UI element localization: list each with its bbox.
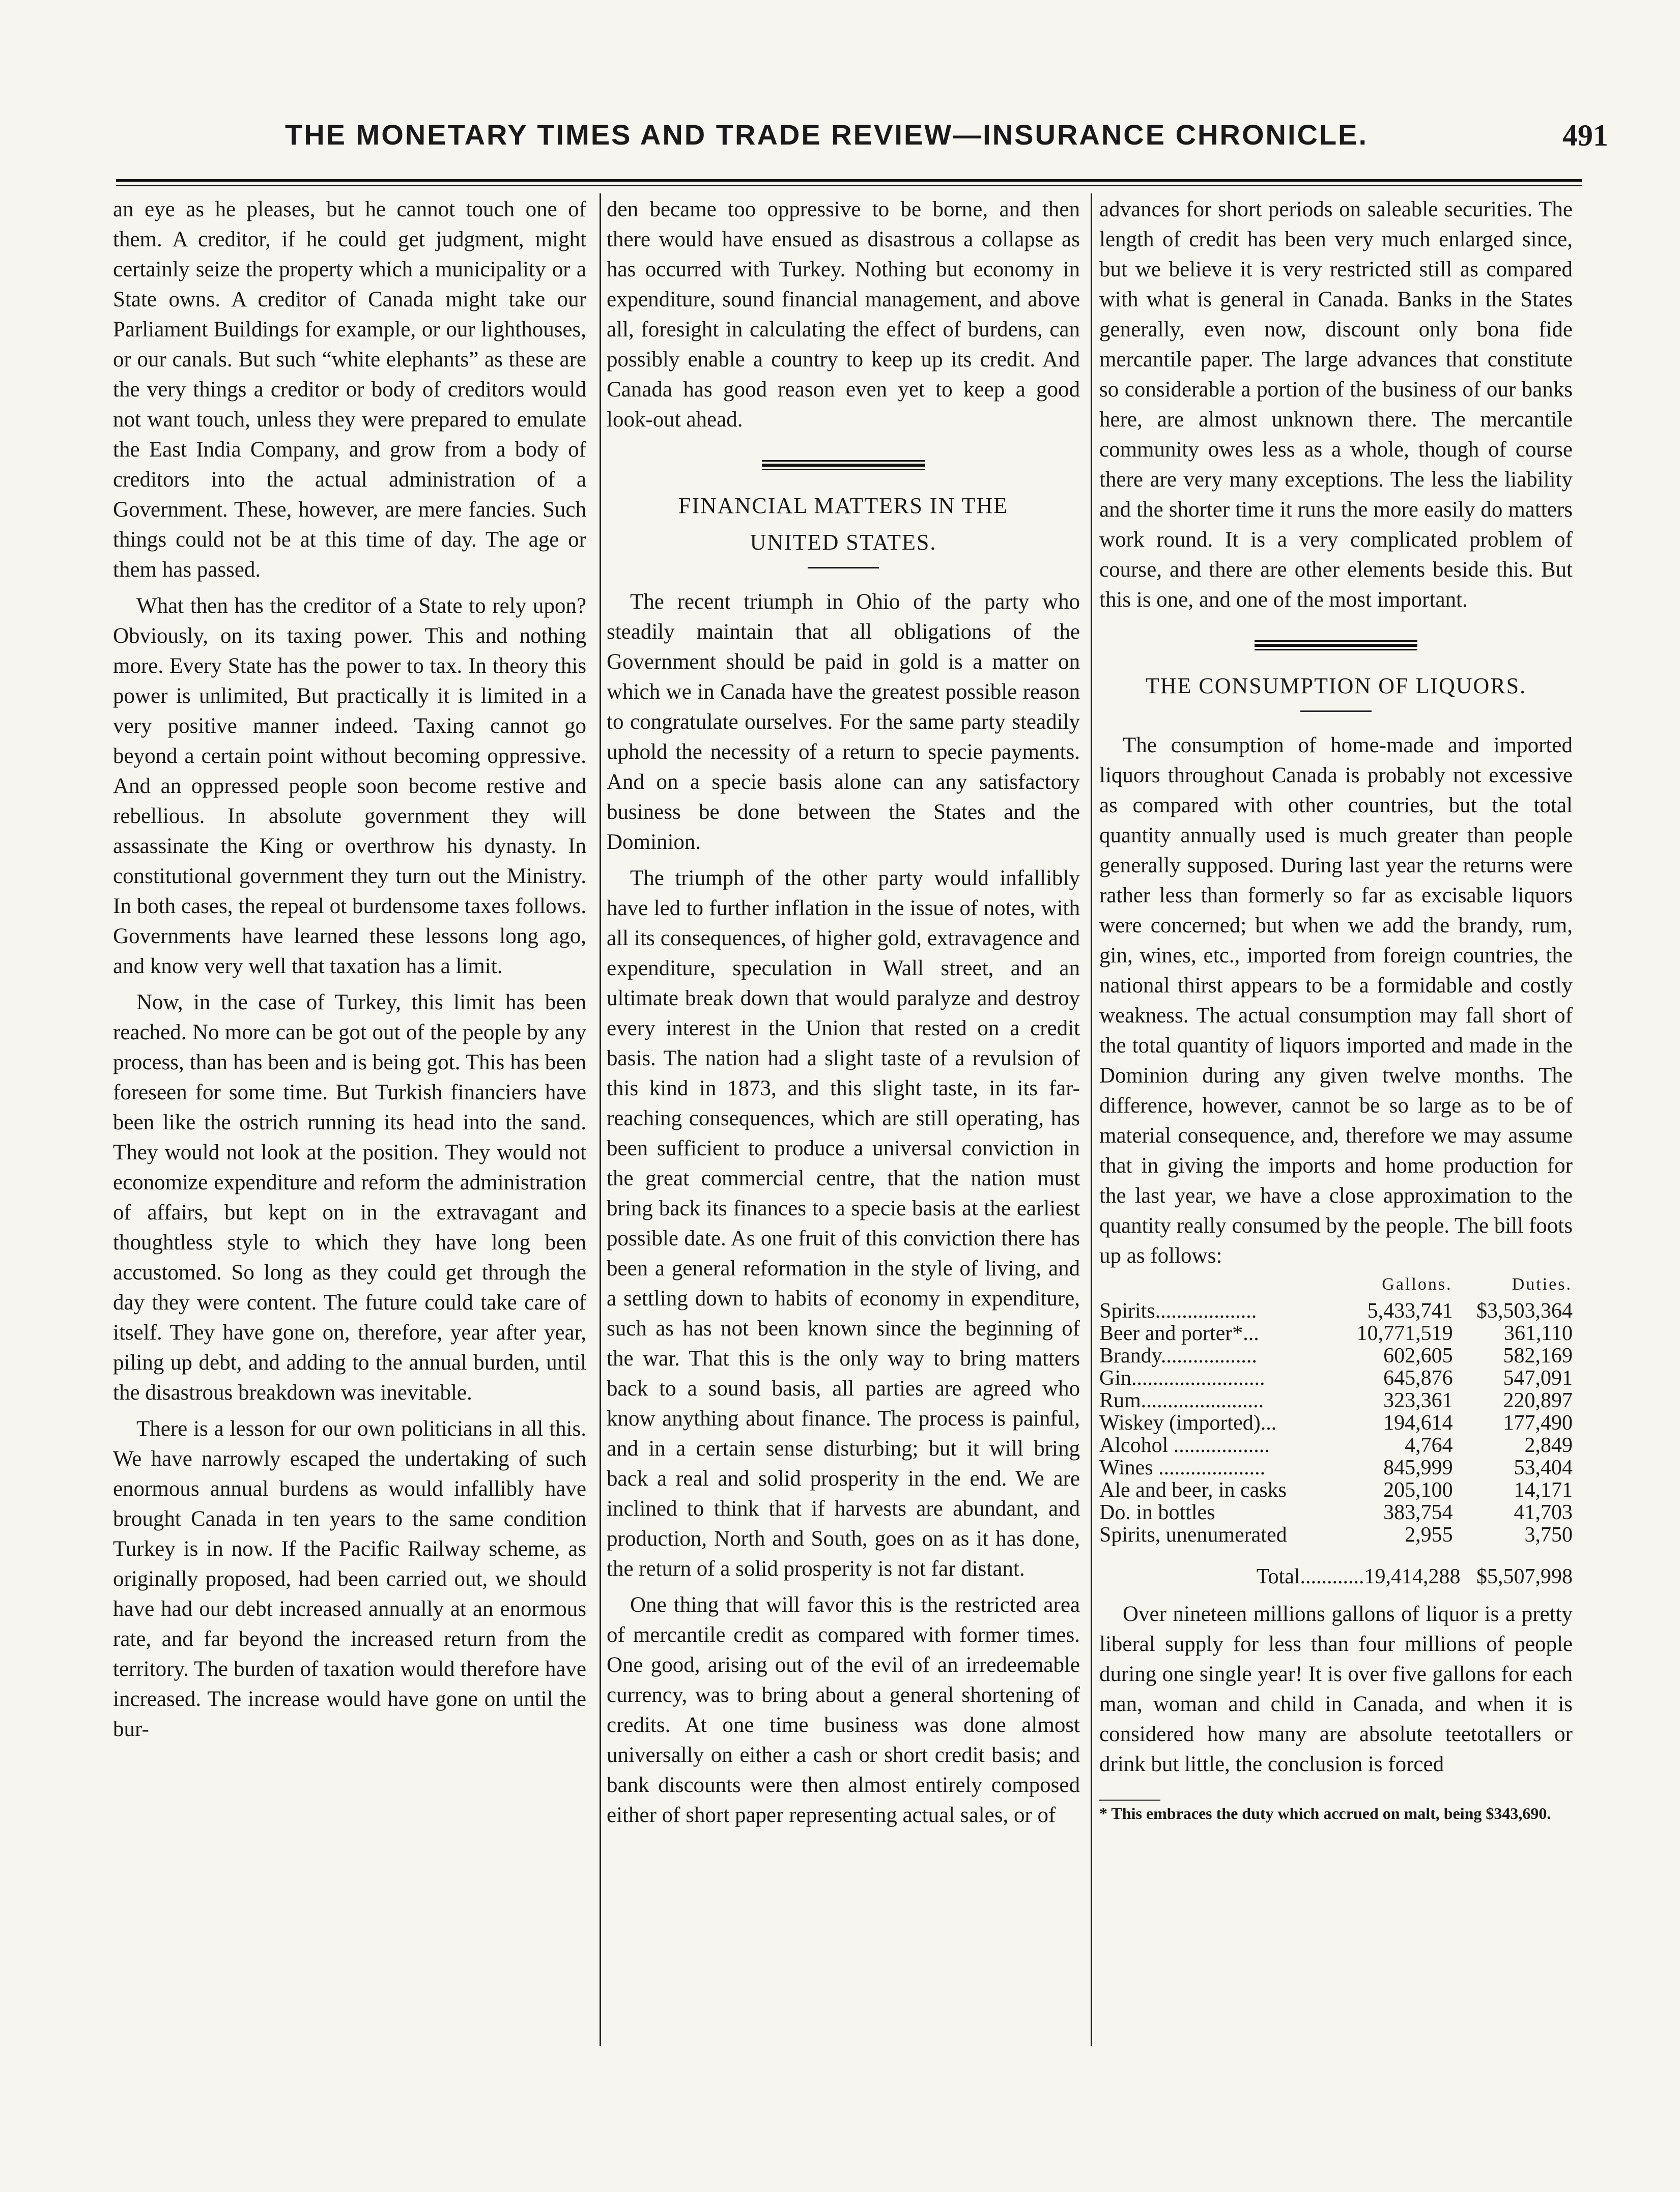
table-row (1099, 1479, 1573, 1501)
column-3 (1099, 194, 1573, 2047)
section-divider (762, 460, 925, 470)
footnote-rule (1099, 1800, 1160, 1801)
row-gallons: 5,433,741 (1367, 1299, 1453, 1323)
table-row (1099, 1367, 1573, 1389)
column-divider-2 (1091, 193, 1092, 2046)
col2-intro: den became too oppressive to be borne, and then there would have ensued as disastrous a collapse as has occurred with Turkey. Nothing but economy in expenditure, sound financial management, and above all, foresight in calculating the effect of burdens, can possibly enable a country to keep up its credit. And Canada has good reason even yet to keep a good look-out ahead. (607, 197, 1080, 432)
row-duties: 582,169 (1503, 1344, 1573, 1368)
footnote: * This embraces the duty which accrued on malt, being $343,690. (1099, 1804, 1551, 1823)
row-gallons: 10,771,519 (1356, 1322, 1453, 1345)
table-row (1099, 1524, 1573, 1546)
row-gallons: 645,876 (1383, 1367, 1453, 1390)
col1-paragraph: There is a lesson for our own politicians in all this. We have narrowly escaped the undertaking of such enormous annual burdens as would infallibly have brought Canada in ten years to the same condition Turkey is in now. If the Pacific Railway scheme, as originally proposed, had been carried out, we should have had our debt increased annually at an enormous rate, and far beyond the increased return from the territory. The burden of taxation would therefore have increased. The increase would have gone on until the bur- (113, 1417, 586, 1741)
article-heading: THE CONSUMPTION OF LIQUORS. (1145, 673, 1527, 698)
article-heading-line2: UNITED STATES. (750, 530, 937, 555)
row-gallons: 4,764 (1405, 1434, 1453, 1457)
total-gallons: 19,414,288 (1364, 1565, 1461, 1588)
row-duties: 2,849 (1524, 1434, 1573, 1457)
heading-rule (808, 567, 879, 568)
row-item: Spirits, unenumerated (1099, 1523, 1287, 1547)
row-gallons: 323,361 (1383, 1389, 1453, 1412)
liquor-table (1099, 1273, 1573, 1546)
masthead-title: THE MONETARY TIMES AND TRADE REVIEW—INSURANCE CHRONICLE. (285, 119, 1369, 151)
table-row (1099, 1434, 1573, 1457)
page-header (117, 118, 1608, 159)
article-heading-line1: FINANCIAL MATTERS IN THE (678, 493, 1009, 518)
col1-paragraph: an eye as he pleases, but he cannot touch one of them. A creditor, if he could get judgment, might certainly seize the property which a municipality or a State owns. A creditor of Canada might take our Parliament Buildings for example, or our lighthouses, or our canals. But such “white elephants” as these are the very things a creditor or body of creditors would not want touch, unless they were prepared to emulate the East India Company, and grow from a body of creditors into the actual administration of a Government. These, however, are mere fancies. Such things could not be at this time of day. The age or them has passed. (113, 197, 586, 582)
table-header-gallons: Gallons. (1382, 1275, 1453, 1294)
row-item: Brandy.................. (1099, 1344, 1257, 1368)
col2-paragraph: The triumph of the other party would infallibly have led to further inflation in the issue of notes, with all its consequences, of higher gold, extravagence and expenditure, speculation in Wall street, and an ultimate break down that would paralyze and destroy every interest in the Union that rested on a credit basis. The nation had a slight taste of a revulsion of this kind in 1873, and this slight taste, in its far-reaching consequences, which are still operating, has been sufficient to produce a universal conviction in the great commercial centre, that the nation must bring back its finances to a specie basis at the earliest possible date. As one fruit of this conviction there has been a general reformation in the style of living, and a settling down to habits of economy in expenditure, such as has not been known since the beginning of the war. That this is the only way to bring matters back to a sound basis, all parties are agreed who know anything about finance. The process is painful, and in a certain sense disturbing; but it will bring back a real and solid prosperity in the end. We are inclined to think that if harvests are abundant, and production, North and South, goes on as it has done, the return of a solid prosperity is not far distant. (607, 866, 1080, 1581)
row-duties: 220,897 (1503, 1389, 1573, 1412)
heading-rule (1300, 710, 1372, 712)
col2-paragraph: The recent triumph in Ohio of the party who steadily maintain that all obligations of the Government should be paid in gold is a matter on which we in Canada have the greatest possible reason to congratulate ourselves. For the same party steadily uphold the necessity of a return to specie payments. And on a specie basis alone can any satisfactory business be done between the States and the Dominion. (607, 590, 1080, 854)
row-duties: 14,171 (1514, 1478, 1573, 1502)
col3-paragraph: The consumption of home-made and imported liquors throughout Canada is probably not excessive as compared with other countries, but the total quantity annually used is much greater than people generally supposed. During last year the returns were rather less than formerly so far as excisable liquors were concerned; but when we add the brandy, rum, gin, wines, etc., imported from foreign countries, the national thirst appears to be a formidable and costly weakness. The actual consumption may fall short of the total quantity of liquors imported and made in the Dominion during any given twelve months. The difference, however, cannot be so large as to be of material consequence, and, therefore we may assume that in giving the imports and home production for the last year, we have a close approximation to the quantity really consumed by the people. The bill foots up as follows: (1099, 733, 1573, 1268)
row-gallons: 383,754 (1383, 1501, 1453, 1524)
col2-paragraph: One thing that will favor this is the restricted area of mercantile credit as compared with former times. One good, arising out of the evil of an irredeemable currency, was to bring about a general shortening of credits. At one time business was done almost universally on either a cash or short credit basis; and bank discounts were then almost entirely composed either of short paper representing actual sales, or of (607, 1593, 1080, 1827)
table-row (1099, 1457, 1573, 1479)
col3-closing: Over nineteen millions gallons of liquor is a pretty liberal supply for less than four millions of people during one single year! It is over five gallons for each man, woman and child in Canada, and when it is considered how many are absolute teetotallers or drink but little, the conclusion is forced (1099, 1602, 1573, 1776)
row-item: Wines .................... (1099, 1456, 1266, 1479)
row-gallons: 602,605 (1383, 1344, 1453, 1368)
row-duties: 3,750 (1524, 1523, 1573, 1547)
row-gallons: 845,999 (1383, 1456, 1453, 1479)
column-divider-1 (600, 193, 601, 2046)
row-duties: 177,490 (1503, 1411, 1573, 1435)
row-gallons: 205,100 (1383, 1478, 1453, 1502)
row-gallons: 194,614 (1383, 1411, 1453, 1435)
table-row (1099, 1389, 1573, 1412)
row-item: Spirits................... (1099, 1299, 1257, 1323)
table-row (1099, 1412, 1573, 1434)
table-row (1099, 1501, 1573, 1524)
total-label: Total............ (1256, 1565, 1364, 1588)
col3-intro: advances for short periods on saleable securities. The length of credit has been very much enlarged since, but we believe it is very restricted still as compared with what is general in Canada. Banks in the States generally, even now, discount only bona fide mercantile paper. The large advances that constitute so considerable a portion of the business of our banks here, are almost unknown there. The mercantile community owes less as a whole, though of course there are very many exceptions. The less the liability and the shorter time it runs the more easily do matters work round. It is a very complicated problem of course, and there are other elements beside this. But this is one, and one of the most important. (1099, 197, 1573, 612)
row-item: Rum....................... (1099, 1389, 1264, 1412)
row-item: Wiskey (imported)... (1099, 1411, 1277, 1435)
row-item: Beer and porter*... (1099, 1322, 1259, 1345)
col1-paragraph: Now, in the case of Turkey, this limit has been reached. No more can be got out of the people by any process, than has been and is being got. This has been foreseen for some time. But Turkish financiers have been like the ostrich running its head into the sand. They would not look at the position. They would not economize expenditure and reform the administration of affairs, but kept on in the extravagant and thoughtless style to which they have long been accustomed. So long as they could get through the day they were content. The future could take care of itself. They have gone on, therefore, year after year, piling up debt, and adding to the annual burden, until the disastrous breakdown was inevitable. (113, 990, 586, 1405)
column-1 (113, 194, 586, 2047)
row-duties: 41,703 (1514, 1501, 1573, 1524)
row-duties: 547,091 (1503, 1367, 1573, 1390)
row-item: Ale and beer, in casks (1099, 1478, 1287, 1502)
table-header-duties: Duties. (1512, 1275, 1572, 1294)
column-2 (607, 194, 1080, 2047)
table-row (1099, 1322, 1573, 1345)
section-divider (1255, 640, 1417, 650)
row-gallons: 2,955 (1405, 1523, 1453, 1547)
row-item: Alcohol .................. (1099, 1434, 1270, 1457)
col1-paragraph: What then has the creditor of a State to rely upon? Obviously, on its taxing power. This and nothing more. Every State has the power to tax. In theory this power is unlimited, But practically it is limited in a very positive manner indeed. Taxing cannot go beyond a certain point without becoming oppressive. And an oppressed people soon become restive and rebellious. In absolute government they will assassinate the King or overthrow his dynasty. In constitutional government they turn out the Ministry. In both cases, the repeal ot burdensome taxes follows. Governments have learned these lessons long ago, and know very well that taxation has a limit. (113, 594, 586, 978)
table-total-row (1099, 1561, 1573, 1592)
row-item: Gin......................... (1099, 1367, 1265, 1390)
row-duties: $3,503,364 (1476, 1299, 1573, 1323)
page-number: 491 (1562, 119, 1608, 152)
row-item: Do. in bottles (1099, 1501, 1215, 1524)
row-duties: 361,110 (1504, 1322, 1573, 1345)
row-duties: 53,404 (1514, 1456, 1573, 1479)
header-rule-thin (116, 185, 1582, 186)
table-row (1099, 1345, 1573, 1367)
header-rule-thick (116, 179, 1582, 182)
total-duties: $5,507,998 (1476, 1565, 1573, 1588)
table-row (1099, 1300, 1573, 1322)
